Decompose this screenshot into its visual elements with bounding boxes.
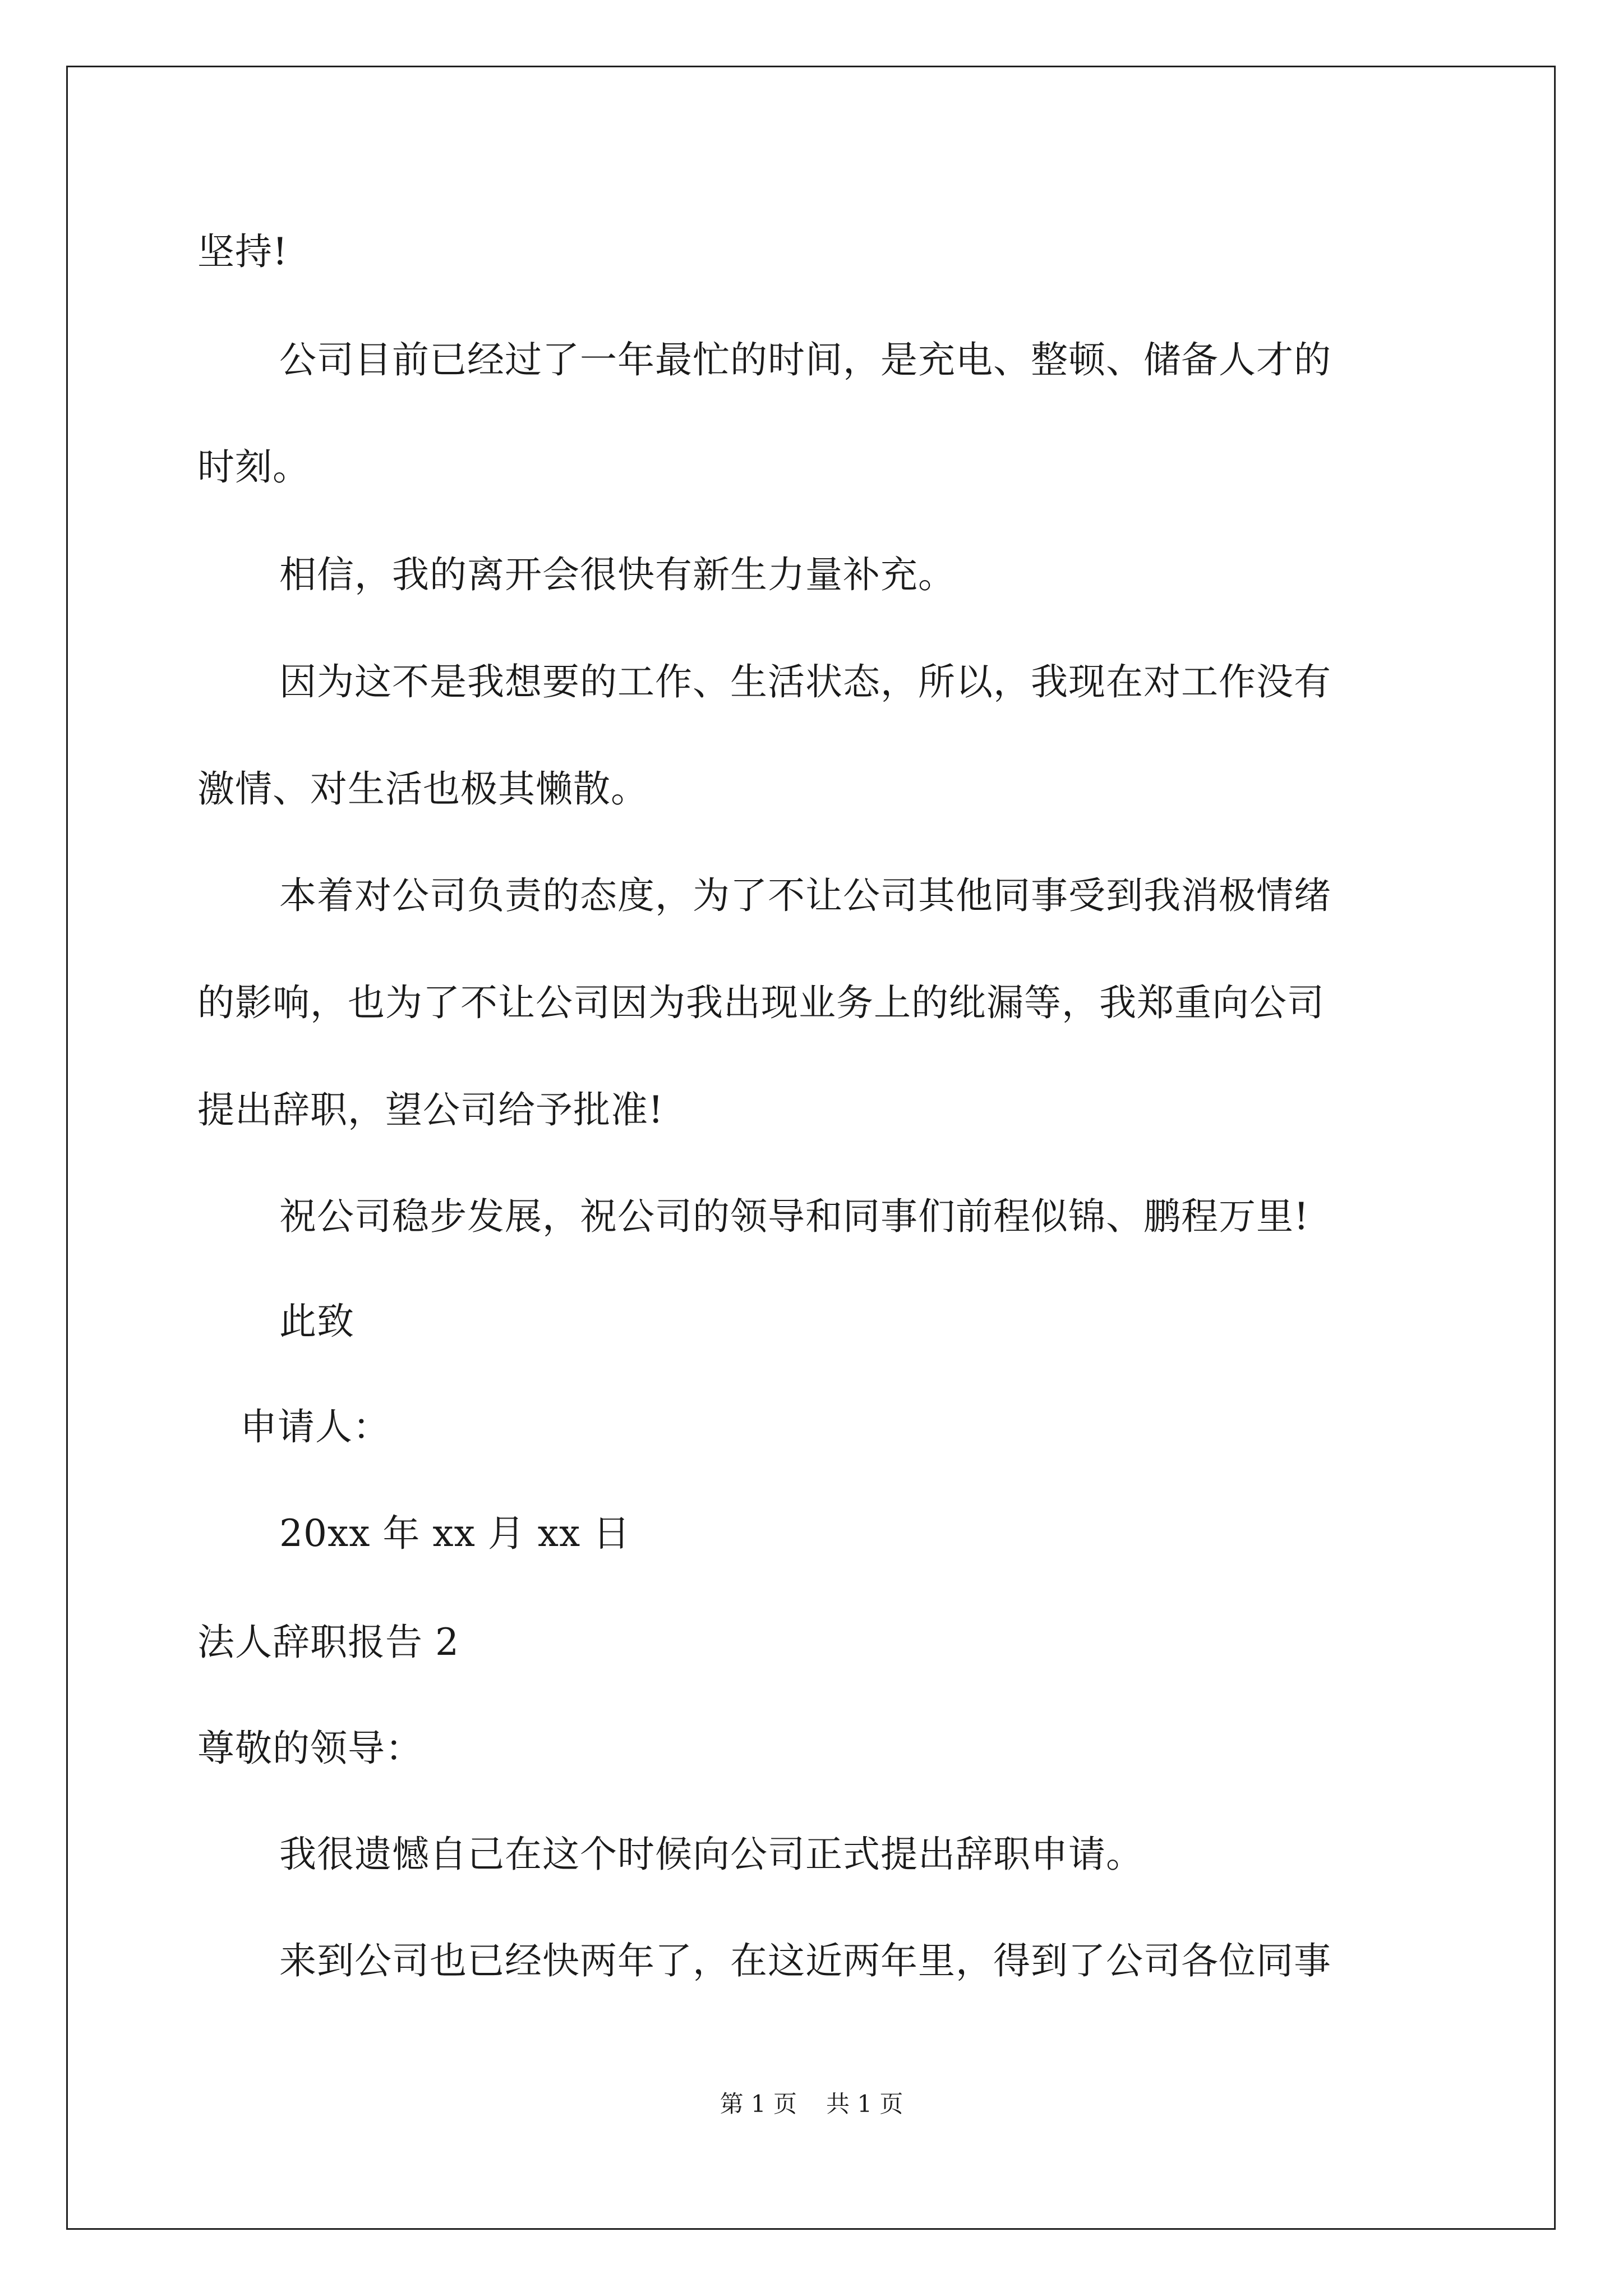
applicant-label: 申请人： xyxy=(240,1405,390,1448)
text-line: 本着对公司负责的态度，为了不让公司其他同事受到我消极情绪 xyxy=(279,874,1331,917)
section-title: 法人辞职报告 2 xyxy=(197,1621,459,1664)
text-line: 坚持! xyxy=(197,230,288,273)
page-total: 共 1 页 xyxy=(826,2090,903,2118)
text-line: 来到公司也已经快两年了，在这近两年里，得到了公司各位同事 xyxy=(279,1939,1331,1982)
page-number: 第 1 页 xyxy=(720,2090,797,2118)
salutation: 尊敬的领导： xyxy=(197,1727,423,1770)
text-line: 激情、对生活也极其懒散。 xyxy=(197,767,648,811)
text-line: 时刻。 xyxy=(197,445,310,489)
page-footer xyxy=(0,2090,1623,2118)
closing-salutation: 此致 xyxy=(279,1300,354,1343)
date-line: 20xx 年 xx 月 xx 日 xyxy=(279,1512,631,1555)
text-line: 我很遗憾自己在这个时候向公司正式提出辞职申请。 xyxy=(279,1833,1144,1876)
text-line: 祝公司稳步发展，祝公司的领导和同事们前程似锦、鹏程万里! xyxy=(279,1195,1310,1238)
page-border xyxy=(66,66,1556,2230)
text-line: 因为这不是我想要的工作、生活状态，所以，我现在对工作没有 xyxy=(279,660,1331,703)
text-line: 提出辞职，望公司给予批准! xyxy=(197,1088,664,1131)
text-line: 公司目前已经过了一年最忙的时间，是充电、整顿、储备人才的 xyxy=(279,338,1331,381)
text-line: 的影响，也为了不让公司因为我出现业务上的纰漏等，我郑重向公司 xyxy=(197,981,1325,1024)
text-line: 相信，我的离开会很快有新生力量补充。 xyxy=(279,553,956,596)
